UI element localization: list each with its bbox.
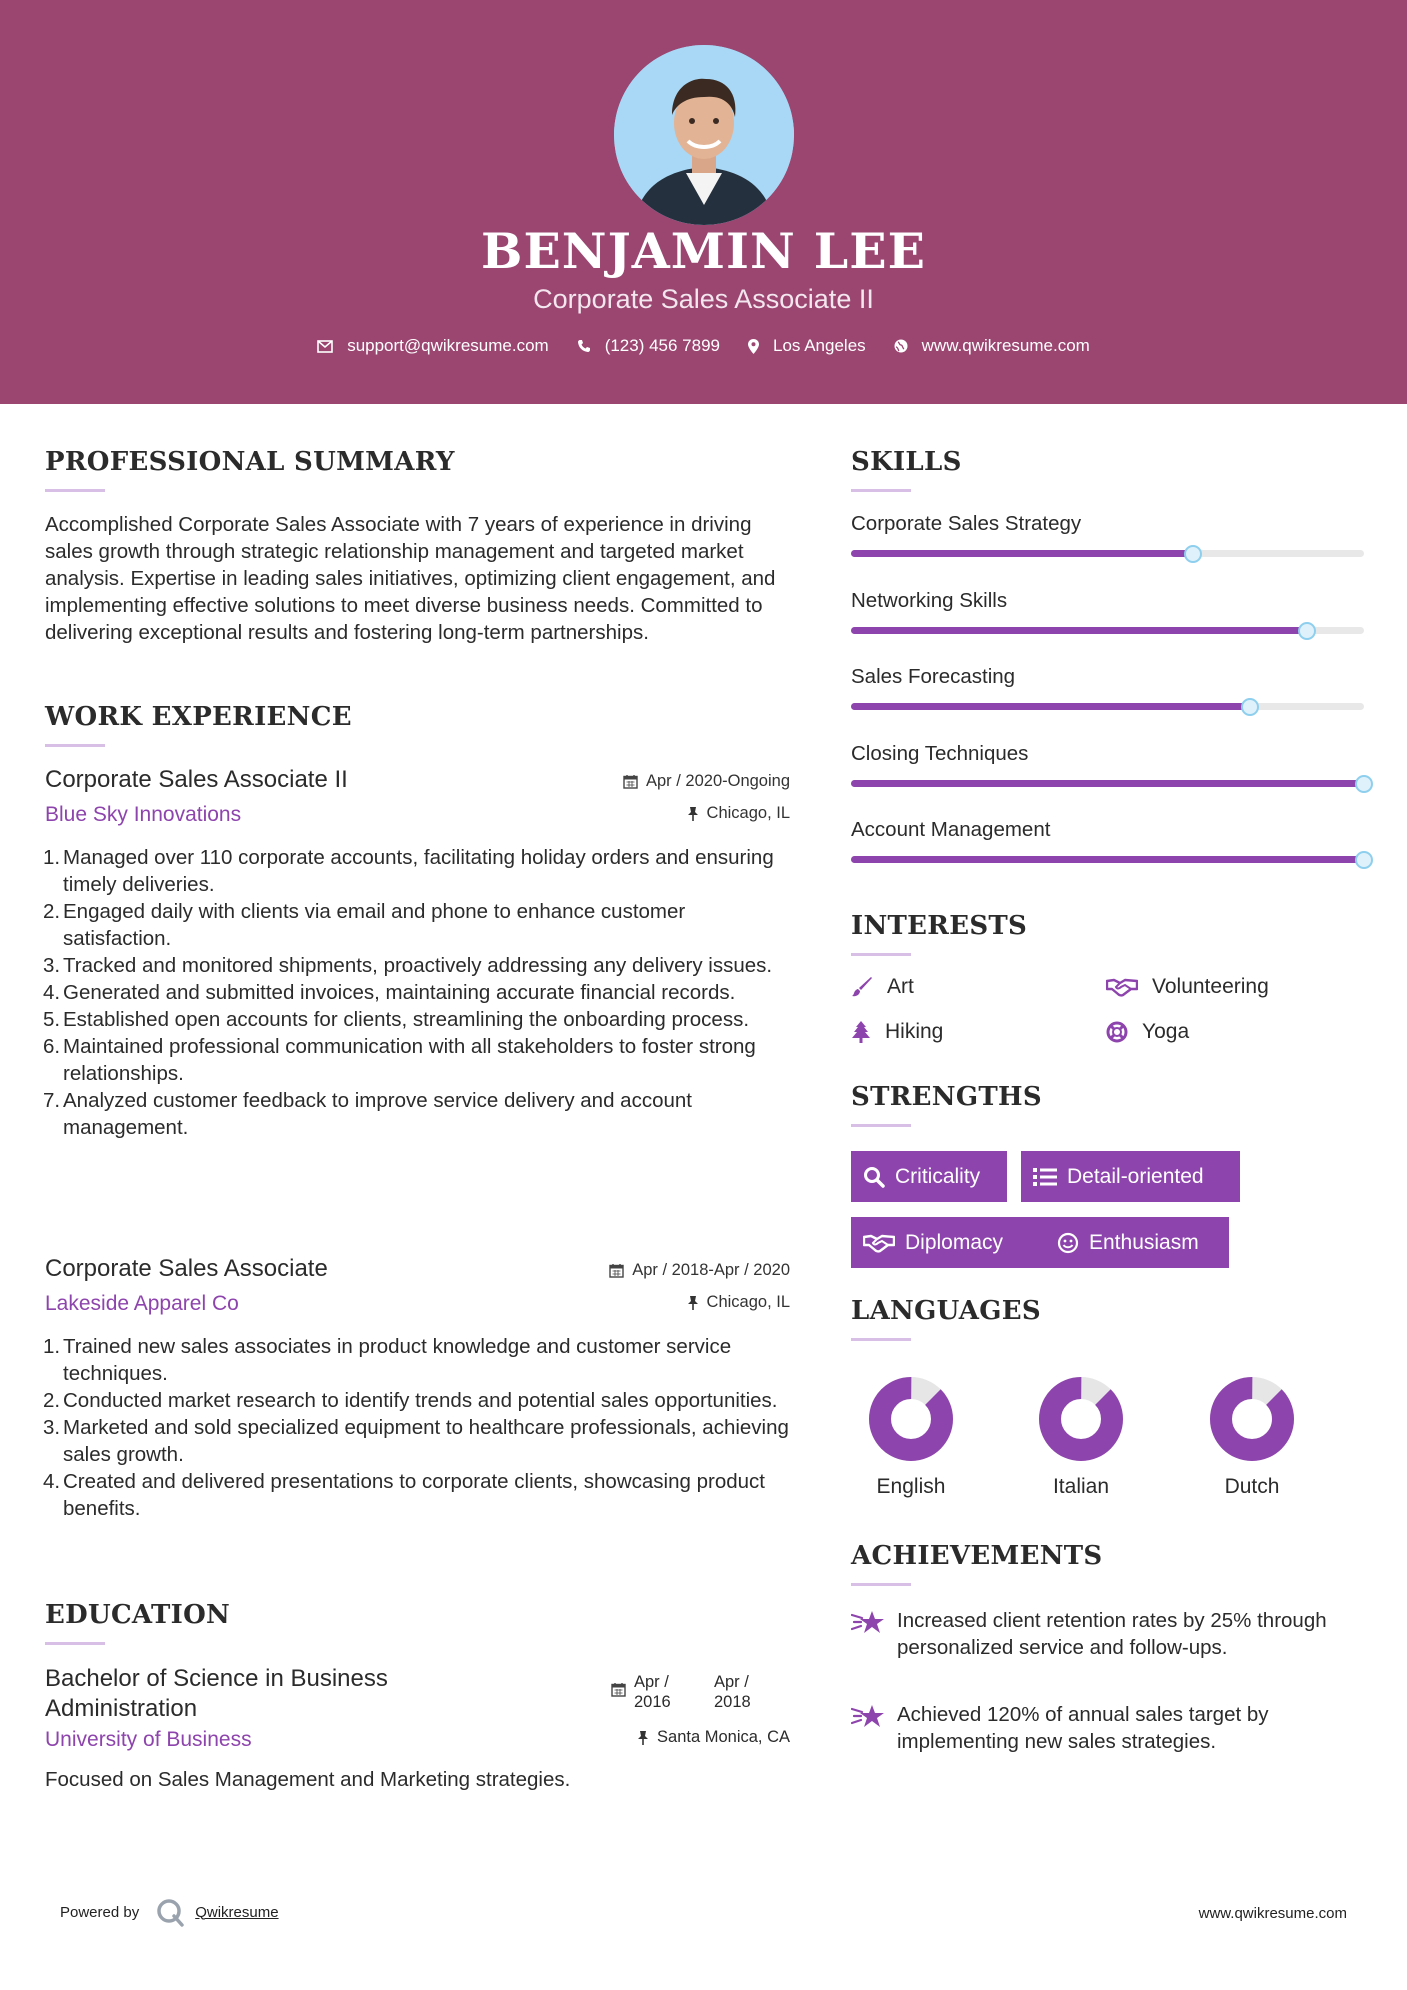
skill-track xyxy=(851,856,1364,863)
pushpin-icon xyxy=(637,1730,649,1745)
skill-fill xyxy=(851,627,1307,634)
contact-bar xyxy=(0,336,1407,356)
shooting-star-icon xyxy=(851,1609,885,1635)
strength-tag xyxy=(851,1217,1047,1268)
achievements-heading-rule xyxy=(851,1583,911,1586)
contact-email-text: support@qwikresume.com xyxy=(347,336,549,355)
interest-item xyxy=(1106,1020,1189,1044)
resume-header xyxy=(0,0,1407,404)
skill-label: Account Management xyxy=(851,818,1051,841)
language-label: Italian xyxy=(1052,1475,1110,1498)
skill-item xyxy=(851,589,1364,649)
job-bullet: 5. Established open accounts for clients, streamlining the onboarding process. xyxy=(43,1008,750,1031)
skill-fill xyxy=(851,856,1364,863)
language-donut-arc xyxy=(867,1375,955,1463)
search-icon xyxy=(863,1166,885,1188)
education-entry xyxy=(45,1664,790,1814)
job-bullet: 1. Trained new sales associates in product knowledge and customer service techniques. xyxy=(43,1335,732,1385)
summary-heading: PROFESSIONAL SUMMARY xyxy=(45,447,455,477)
education-start-year: 2016 xyxy=(634,1693,671,1711)
skill-fill xyxy=(851,703,1250,710)
job-role: Corporate Sales Associate II xyxy=(45,766,348,793)
qwikresume-link[interactable]: Qwikresume xyxy=(195,1903,279,1921)
paintbrush-icon xyxy=(851,976,873,998)
skill-item xyxy=(851,512,1364,572)
language-donut xyxy=(867,1375,955,1463)
job-company: Lakeside Apparel Co xyxy=(45,1292,239,1315)
strengths-heading: STRENGTHS xyxy=(851,1082,1042,1112)
footer-powered-by xyxy=(60,1897,279,1927)
job-bullet: 2. Conducted market research to identify trends and potential sales opportunities. xyxy=(43,1389,778,1412)
strength-label: Diplomacy xyxy=(905,1230,1004,1254)
contact-phone-text: (123) 456 7899 xyxy=(604,336,721,355)
interest-label: Volunteering xyxy=(1152,975,1269,998)
job-bullet: 1. Managed over 110 corporate accounts, facilitating holiday orders and ensuring timely deliveries. xyxy=(43,846,774,896)
contact-email[interactable] xyxy=(317,336,549,356)
contact-website-text: www.qwikresume.com xyxy=(921,336,1090,355)
education-location-text: Santa Monica, CA xyxy=(657,1728,790,1746)
education-school: University of Business xyxy=(45,1728,252,1751)
skill-label: Closing Techniques xyxy=(851,742,1029,765)
interest-item xyxy=(1106,975,1269,999)
achievement-text: Increased client retention rates by 25% through personalized service and follow-ups. xyxy=(897,1609,1327,1659)
job-location xyxy=(687,1293,790,1312)
education-degree: Bachelor of Science in Business Administration xyxy=(45,1665,388,1722)
contact-location xyxy=(748,336,866,356)
job-bullets xyxy=(45,844,795,1141)
education-heading: EDUCATION xyxy=(45,1600,231,1630)
skill-knob xyxy=(1355,851,1373,869)
education-description: Focused on Sales Management and Marketing strategies. xyxy=(45,1768,571,1791)
skill-track xyxy=(851,550,1364,557)
summary-heading-rule xyxy=(45,489,105,492)
globe-icon xyxy=(894,339,908,353)
strength-label: Criticality xyxy=(895,1164,981,1188)
skills-heading: SKILLS xyxy=(851,447,962,477)
skill-label: Sales Forecasting xyxy=(851,665,1016,688)
interest-label: Yoga xyxy=(1142,1020,1190,1043)
job-bullet: 6. Maintained professional communication with all stakeholders to foster strong relationships. xyxy=(43,1035,756,1085)
skill-knob xyxy=(1298,622,1316,640)
contact-website[interactable] xyxy=(894,336,1090,356)
person-avatar-icon xyxy=(614,45,794,225)
job-entry xyxy=(45,1255,790,1555)
skill-knob xyxy=(1241,698,1259,716)
envelope-icon xyxy=(317,340,333,353)
job-location-text: Chicago, IL xyxy=(706,804,790,822)
calendar-icon xyxy=(623,774,638,789)
map-pin-icon xyxy=(748,339,759,354)
education-end-month: Apr / xyxy=(714,1673,749,1691)
handshake-icon xyxy=(863,1233,895,1253)
skill-item xyxy=(851,742,1364,802)
smile-icon xyxy=(1057,1232,1079,1254)
interests-heading-rule xyxy=(851,953,911,956)
contact-location-text: Los Angeles xyxy=(773,336,866,355)
experience-heading: WORK EXPERIENCE xyxy=(45,702,352,732)
language-label: Dutch xyxy=(1224,1475,1280,1498)
job-location-text: Chicago, IL xyxy=(706,1293,790,1311)
profile-photo xyxy=(614,45,794,225)
skill-label: Networking Skills xyxy=(851,589,1008,612)
lifering-icon xyxy=(1106,1021,1128,1043)
candidate-name: BENJAMIN LEE xyxy=(481,222,926,280)
language-donut xyxy=(1208,1375,1296,1463)
strength-label: Detail-oriented xyxy=(1067,1164,1204,1188)
interests-heading: INTERESTS xyxy=(851,911,1028,941)
skill-item xyxy=(851,665,1364,725)
job-bullet: 2. Engaged daily with clients via email and phone to enhance customer satisfaction. xyxy=(43,900,686,950)
language-donut-arc xyxy=(1037,1375,1125,1463)
job-bullet: 4. Created and delivered presentations to corporate clients, showcasing product benefits. xyxy=(43,1470,765,1520)
achievements-heading: ACHIEVEMENTS xyxy=(851,1541,1103,1571)
job-date xyxy=(623,772,790,791)
skill-knob xyxy=(1355,775,1373,793)
achievement-text: Achieved 120% of annual sales target by implementing new sales strategies. xyxy=(897,1703,1269,1753)
job-bullet: 4. Generated and submitted invoices, maintaining accurate financial records. xyxy=(43,981,736,1004)
skill-label: Corporate Sales Strategy xyxy=(851,512,1082,535)
strength-tag xyxy=(1045,1217,1229,1268)
skills-heading-rule xyxy=(851,489,911,492)
languages-heading-rule xyxy=(851,1338,911,1341)
skill-fill xyxy=(851,550,1193,557)
achievement-item xyxy=(851,1701,1351,1755)
job-company: Blue Sky Innovations xyxy=(45,803,242,826)
interest-label: Art xyxy=(887,975,914,998)
skill-track xyxy=(851,703,1364,710)
education-location xyxy=(637,1728,790,1747)
job-bullets xyxy=(45,1333,795,1522)
achievement-item xyxy=(851,1607,1351,1661)
job-role: Corporate Sales Associate xyxy=(45,1255,328,1282)
job-date xyxy=(609,1261,790,1280)
shooting-star-icon xyxy=(851,1703,885,1729)
pushpin-icon xyxy=(687,806,699,821)
phone-icon xyxy=(577,339,591,353)
strengths-heading-rule xyxy=(851,1124,911,1127)
strength-tag xyxy=(851,1151,1007,1202)
pushpin-icon xyxy=(687,1295,699,1310)
job-bullet: 3. Marketed and sold specialized equipment to healthcare professionals, achieving sales growth. xyxy=(43,1416,789,1466)
summary-text: Accomplished Corporate Sales Associate with 7 years of experience in driving sales growth through strategic relationship management and targeted market analysis. Expertise in leading sales initiatives, optimizing client engagement, and implementing effective solutions to meet diverse business needs. Committed to delivering exceptional results and fostering long-term partnerships. xyxy=(45,513,776,644)
language-item xyxy=(841,1375,981,1499)
job-date-text: Apr / 2018-Apr / 2020 xyxy=(632,1261,790,1279)
education-end-year: 2018 xyxy=(714,1693,751,1711)
skill-fill xyxy=(851,780,1364,787)
skill-knob xyxy=(1184,545,1202,563)
job-location xyxy=(687,804,790,823)
candidate-title: Corporate Sales Associate II xyxy=(533,284,874,314)
education-heading-rule xyxy=(45,1642,105,1645)
language-donut xyxy=(1037,1375,1125,1463)
strength-tag xyxy=(1021,1151,1240,1202)
qwikresume-logo-icon xyxy=(155,1897,185,1927)
job-bullet: 7. Analyzed customer feedback to improve service delivery and account management. xyxy=(43,1089,692,1139)
language-donut-arc xyxy=(1208,1375,1296,1463)
languages-heading: LANGUAGES xyxy=(851,1296,1041,1326)
contact-phone[interactable] xyxy=(577,336,720,356)
language-label: English xyxy=(876,1475,946,1498)
skill-track xyxy=(851,780,1364,787)
list-icon xyxy=(1033,1167,1057,1187)
job-entry xyxy=(45,766,790,1226)
job-bullet: 3. Tracked and monitored shipments, proactively addressing any delivery issues. xyxy=(43,954,773,977)
tree-icon xyxy=(851,1021,871,1043)
experience-heading-rule xyxy=(45,744,105,747)
education-date xyxy=(611,1672,794,1712)
strength-label: Enthusiasm xyxy=(1089,1230,1199,1254)
interest-item xyxy=(851,975,914,999)
handshake-icon xyxy=(1106,977,1138,997)
powered-by-text: Powered by xyxy=(60,1903,140,1921)
calendar-icon xyxy=(609,1263,624,1278)
interest-item xyxy=(851,1020,943,1044)
language-item xyxy=(1011,1375,1151,1499)
language-item xyxy=(1182,1375,1322,1499)
skill-item xyxy=(851,818,1364,878)
education-end xyxy=(714,1672,794,1712)
calendar-icon xyxy=(611,1682,626,1697)
education-start xyxy=(634,1672,714,1712)
interest-label: Hiking xyxy=(885,1020,944,1043)
job-date-text: Apr / 2020-Ongoing xyxy=(645,772,790,790)
skill-track xyxy=(851,627,1364,634)
education-start-month: Apr / xyxy=(634,1673,669,1691)
footer-website-link[interactable]: www.qwikresume.com xyxy=(1198,1905,1347,1922)
